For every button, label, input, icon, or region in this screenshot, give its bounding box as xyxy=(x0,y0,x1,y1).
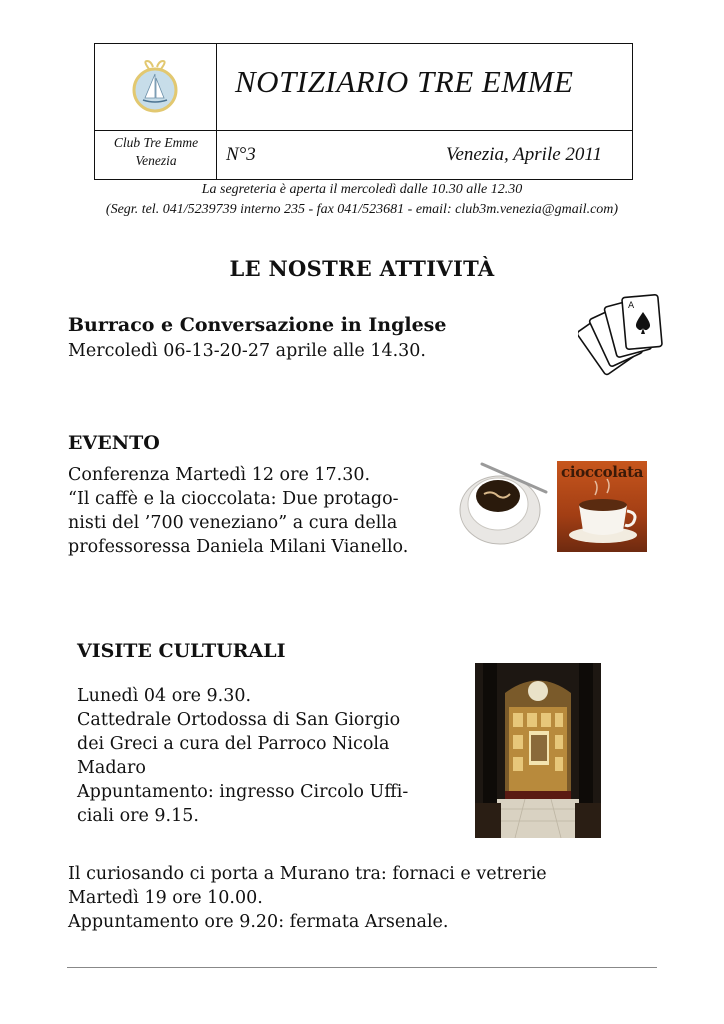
club-name xyxy=(97,134,215,170)
newsletter-title: NOTIZIARIO TRE EMME xyxy=(235,64,574,99)
visite-line: Madaro xyxy=(77,758,146,778)
visite-line: dei Greci a cura del Parroco Nicola xyxy=(77,734,390,754)
murano-line: Il curiosando ci porta a Murano tra: fornaci e vetrerie xyxy=(68,864,547,884)
chocolate-image xyxy=(557,461,647,552)
evento-text xyxy=(68,463,408,559)
cathedral-interior-image xyxy=(475,663,601,838)
chocolate-image-label: cioccolata xyxy=(561,463,644,481)
visite-line: Cattedrale Ortodossa di San Giorgio xyxy=(77,710,401,730)
playing-cards-icon xyxy=(578,290,670,385)
masthead-box xyxy=(94,43,633,180)
murano-line: Martedì 19 ore 10.00. xyxy=(68,888,263,908)
evento-heading: EVENTO xyxy=(68,432,160,454)
coffee-cup-image xyxy=(454,456,550,552)
secretariat-hours: La segreteria è aperta il mercoledì dalle 10.30 alle 12.30 xyxy=(201,182,523,197)
burraco-text xyxy=(68,339,426,363)
burraco-heading: Burraco e Conversazione in Inglese xyxy=(68,314,447,336)
masthead-divider-vertical xyxy=(216,44,217,179)
burraco-line: Mercoledì 06-13-20-27 aprile alle 14.30. xyxy=(68,341,426,361)
footer-divider xyxy=(67,967,657,968)
svg-text:A: A xyxy=(628,301,635,311)
visite-line: Lunedì 04 ore 9.30. xyxy=(77,686,252,706)
evento-line: nisti del ’700 veneziano” a cura della xyxy=(68,513,398,533)
visite-line: ciali ore 9.15. xyxy=(77,806,199,826)
issue-number: N°3 xyxy=(226,144,256,165)
secretariat-contacts: (Segr. tel. 041/5239739 interno 235 - fax 041/523681 - email: club3m.venezia@gmail.com) xyxy=(105,202,619,217)
club-logo-icon xyxy=(131,60,179,116)
murano-text xyxy=(68,862,547,934)
secretariat-info xyxy=(0,180,724,220)
visite-heading: VISITE CULTURALI xyxy=(77,640,286,662)
masthead-divider-horizontal xyxy=(95,130,632,131)
club-name-line2: Venezia xyxy=(135,153,177,168)
evento-line: “Il caffè e la cioccolata: Due protago- xyxy=(68,489,399,509)
murano-line: Appuntamento ore 9.20: fermata Arsenale. xyxy=(68,912,449,932)
visite-text xyxy=(77,684,408,828)
evento-line: Conferenza Martedì 12 ore 17.30. xyxy=(68,465,371,485)
visite-line: Appuntamento: ingresso Circolo Uffi- xyxy=(77,782,409,802)
chocolate-cup-icon xyxy=(557,461,647,552)
section-title: LE NOSTRE ATTIVITÀ xyxy=(229,256,495,281)
club-name-line1: Club Tre Emme xyxy=(113,135,199,150)
evento-line: professoressa Daniela Milani Vianello. xyxy=(68,537,409,557)
issue-date: Venezia, Aprile 2011 xyxy=(445,144,602,165)
